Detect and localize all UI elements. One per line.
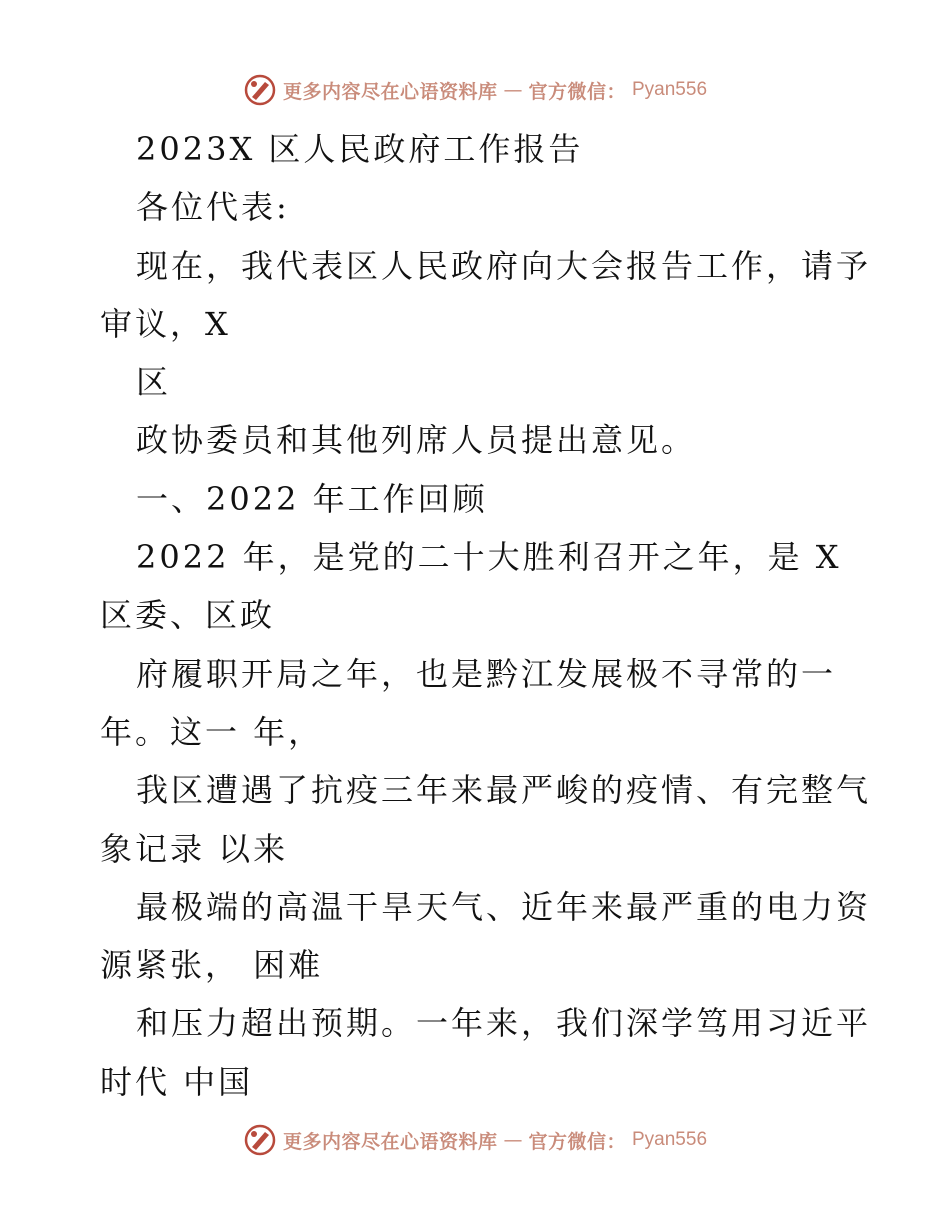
watermark-dash: — (503, 79, 523, 101)
text-line: 审议，X (100, 304, 231, 343)
brand-logo-icon (243, 1123, 277, 1157)
text-line: 政协委员和其他列席人员提出意见。 (136, 421, 697, 460)
text-line: 象记录 以来 (100, 829, 289, 868)
text-line: 2022 年，是党的二十大胜利召开之年，是 X (136, 538, 842, 577)
doc-title: 2023X 区人民政府工作报告 (136, 130, 584, 168)
text-line: 我区遭遇了抗疫三年来最严峻的疫情、有完整气 (136, 771, 872, 810)
text-line: 府履职开局之年，也是黔江发展极不寻常的一 (136, 654, 837, 693)
watermark-suffix: 官方微信： (528, 1130, 626, 1153)
text-line: 区委、区政 (100, 596, 276, 635)
text-line: 区 (136, 363, 172, 402)
text-line: 源紧张， 困难 (100, 946, 324, 985)
section-heading: 一、2022 年工作回顾 (136, 479, 488, 518)
watermark-suffix: 官方微信： (528, 80, 626, 103)
watermark-id: Pyan556 (632, 79, 708, 100)
watermark-dash: — (503, 1129, 523, 1151)
salutation: 各位代表: (136, 188, 290, 227)
text-line: 年。这一 年， (100, 712, 324, 751)
watermark-text: 更多内容尽在心语资料库 (282, 80, 498, 103)
watermark-text: 更多内容尽在心语资料库 (282, 1130, 498, 1153)
text-line: 和压力超出预期。一年来，我们深学笃用习近平 (136, 1004, 872, 1043)
text-line: 最极端的高温干旱天气、近年来最严重的电力资 (136, 887, 872, 926)
document-body (100, 120, 872, 1111)
text-line: 时代 中国 (100, 1062, 254, 1101)
brand-logo-icon (243, 73, 277, 107)
text-line: 现在，我代表区人民政府向大会报告工作，请予 (136, 246, 872, 285)
watermark-id: Pyan556 (632, 1129, 708, 1150)
header-watermark-banner (0, 70, 950, 110)
footer-watermark-banner (0, 1120, 950, 1160)
